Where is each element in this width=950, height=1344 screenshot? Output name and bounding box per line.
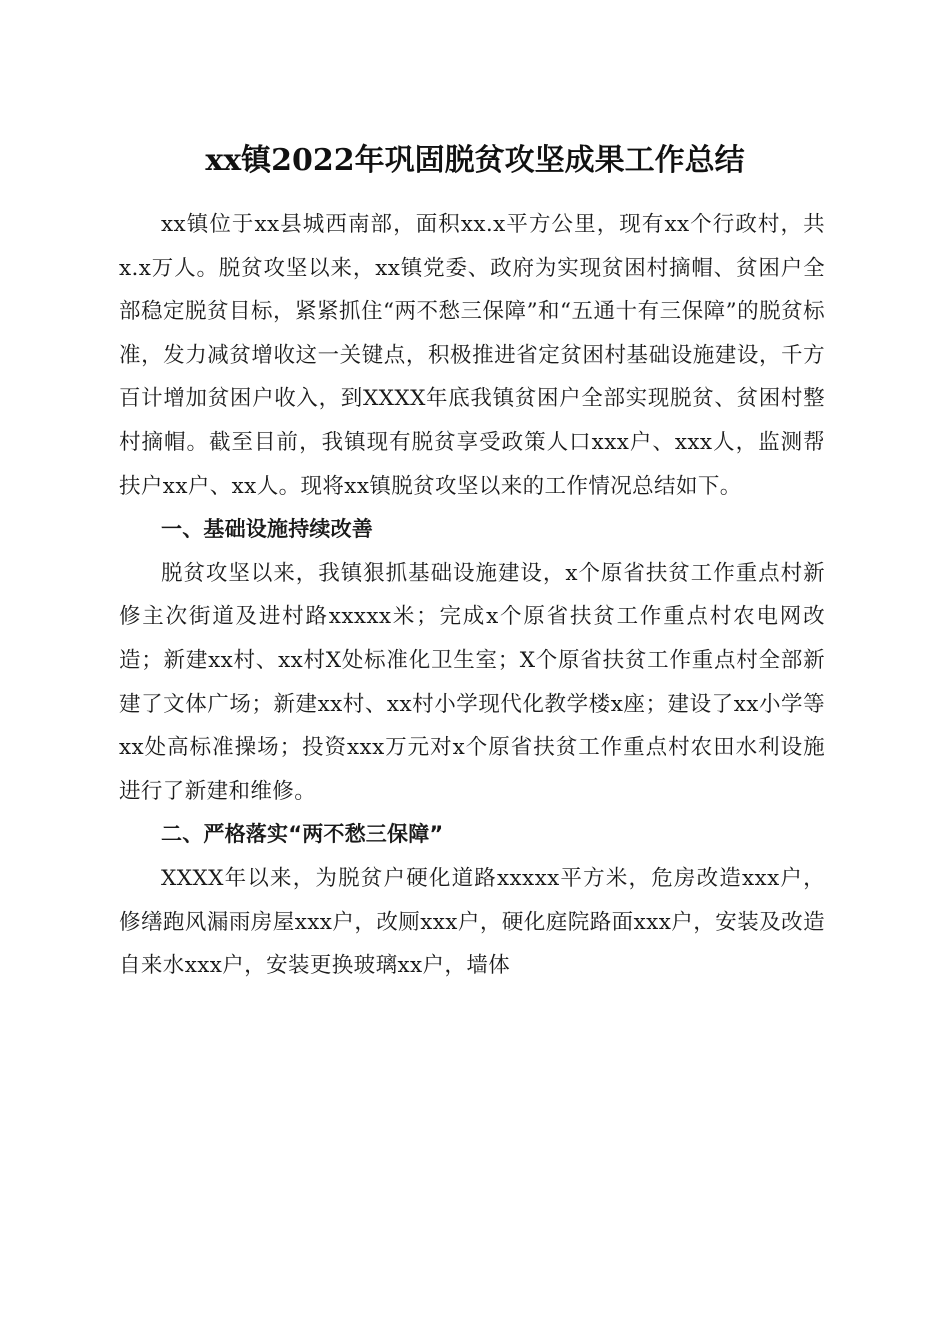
intro-paragraph: xx镇位于xx县城西南部，面积xx.x平方公里，现有xx个行政村，共x.x万人。脱贫攻坚以来，xx镇党委、政府为实现贫困村摘帽、贫困户全部稳定脱贫目标，紧紧抓住“两不愁三保障”和“五通十有三保障”的脱贫标准，发力减贫增收这一关键点，积极推进省定贫困村基础设施建设，千方百计增加贫困户收入，到XXXX年底我镇贫困户全部实现脱贫、贫困村整村摘帽。截至目前，我镇现有脱贫享受政策人口xxx户、xxx人，监测帮扶户xx户、xx人。现将xx镇脱贫攻坚以来的工作情况总结如下。 (119, 212, 825, 499)
document-body (119, 203, 825, 988)
section-heading-guarantees: 二、严格落实“两不愁三保障” (161, 822, 444, 847)
document-title: xx镇2022年巩固脱贫攻坚成果工作总结 (205, 143, 745, 178)
section-paragraph-guarantees: XXXX年以来，为脱贫户硬化道路xxxxx平方米，危房改造xxx户，修缮跑风漏雨房屋xxx户，改厕xxx户，硬化庭院路面xxx户，安装及改造自来水xxx户，安装更换玻璃xx户，墙体 (119, 865, 825, 979)
section-heading-infrastructure: 一、基础设施持续改善 (161, 517, 373, 542)
section-paragraph-infrastructure: 脱贫攻坚以来，我镇狠抓基础设施建设，x个原省扶贫工作重点村新修主次街道及进村路xxxxx米；完成x个原省扶贫工作重点村农电网改造；新建xx村、xx村X处标准化卫生室；X个原省扶贫工作重点村全部新建了文体广场；新建xx村、xx村小学现代化教学楼x座；建设了xx小学等xx处高标准操场；投资xxx万元对x个原省扶贫工作重点村农田水利设施进行了新建和维修。 (119, 560, 825, 804)
